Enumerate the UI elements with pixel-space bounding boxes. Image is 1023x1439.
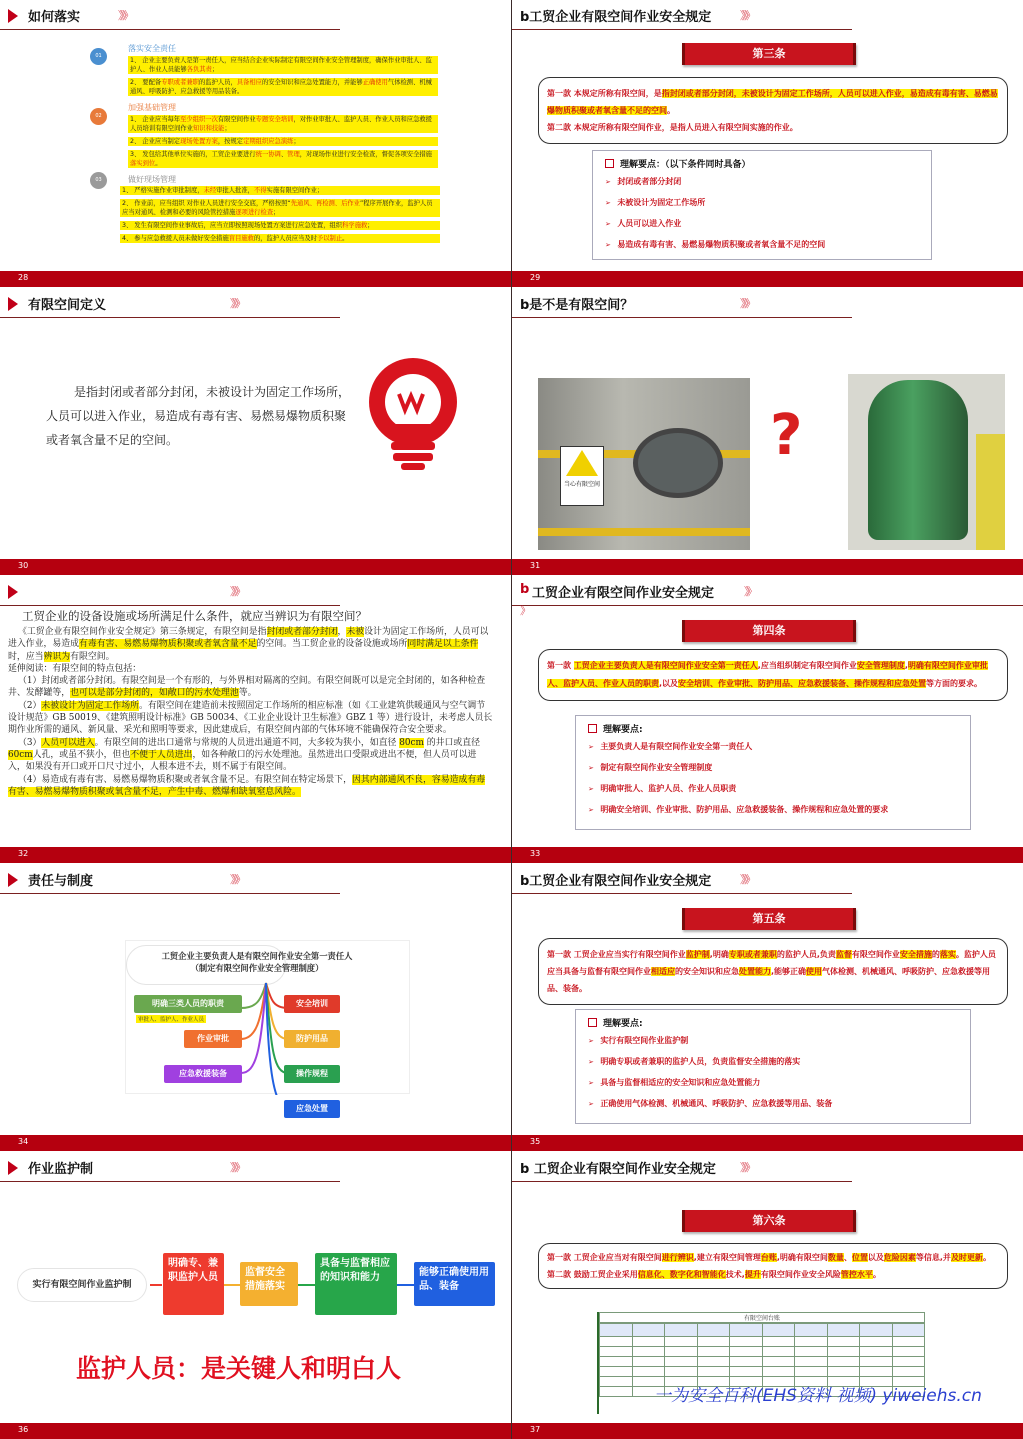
text-segment: ； bbox=[273, 209, 280, 216]
text-segment: 气体检测、机械通风、呼吸防护、应急救援等用品、装备。 bbox=[547, 967, 991, 993]
key-point: ➢ 明确专职或者兼职的监护人员，负责监督安全措施的落实 bbox=[588, 1056, 958, 1067]
text-segment: 现场处置方案 bbox=[180, 138, 218, 145]
section-title: 做好现场管理 bbox=[128, 175, 176, 184]
slide-title: b是不是有限空间？ bbox=[520, 298, 634, 313]
text-segment: ； bbox=[367, 222, 374, 229]
text-segment: 监督 bbox=[835, 950, 852, 959]
text-segment: （1）封闭或者部分封闭。有限空间是一个有形的，与外界相对隔离的空间。有限空间既可以是完全封闭的，如各种检查井、发酵罐等， bbox=[8, 676, 486, 699]
text-segment: 审批人批准， bbox=[216, 187, 254, 194]
text-segment: 信息化、数字化和智能化 bbox=[637, 1270, 726, 1279]
chevron-icon: 》》》 bbox=[230, 297, 243, 310]
slide-footer bbox=[0, 1135, 511, 1151]
text-segment: ， bbox=[337, 627, 347, 637]
definition-text: 是指封闭或者部分封闭，未被设计为固定工作场所，人员可以进入作业，易造成有毒有害、易燃易爆物质积聚或者氧含量不足的空间。 bbox=[46, 385, 351, 447]
slide-33[interactable] bbox=[512, 576, 1023, 863]
slide-30[interactable] bbox=[0, 288, 511, 575]
header-underline bbox=[512, 1181, 852, 1182]
text-segment: 、 bbox=[280, 151, 288, 158]
text-segment: ； bbox=[211, 66, 219, 73]
text-segment: 不便于人员进出 bbox=[130, 749, 193, 760]
text-segment: 先通风、再检测、后作业 bbox=[290, 200, 360, 207]
text-segment: 气体检测、机械通风、呼吸防护、应急救援等用品装备。 bbox=[130, 79, 432, 95]
article-text-box bbox=[538, 77, 1008, 144]
text-segment: 。有限空间在建造前未按照固定工作场所的相应标准（如《工业建筑供暖通风与空气调节设计规范》GB 50019、《建筑照明设计标准》GB 50034、《工业企业设计卫生标准》GBZ 1 等）进行设计，未考虑人员长期作业所需的通风、新风量、采光和照明等要求，因此建成后，有限空间内部的气体环境不能确保符合安全要求。 bbox=[8, 700, 493, 736]
text-segment: 数量 bbox=[827, 1253, 844, 1262]
text-segment: （2） bbox=[18, 700, 42, 711]
key-point: ➢ 明确安全培训、作业审批、防护用品、应急救援装备、操作规程和应急处置的要求 bbox=[588, 804, 958, 815]
page-number: 36 bbox=[18, 1425, 29, 1434]
text-segment: 未被 bbox=[346, 627, 365, 637]
title-prefix: b bbox=[520, 582, 530, 597]
text-segment: 落实到位 bbox=[130, 160, 156, 167]
slide-header bbox=[512, 0, 1023, 32]
item bbox=[120, 234, 440, 243]
key-point: ➢ 封闭或者部分封闭 bbox=[605, 176, 919, 187]
page-number: 34 bbox=[18, 1137, 29, 1146]
text-segment: 封闭或者部分封闭 bbox=[266, 627, 338, 637]
text-segment: 科学施救 bbox=[342, 222, 368, 229]
slide-header bbox=[0, 576, 511, 608]
text-segment: 60cm bbox=[8, 749, 33, 760]
article-text-box bbox=[538, 1243, 1008, 1289]
header-underline bbox=[0, 893, 340, 894]
page-number: 30 bbox=[18, 561, 29, 570]
text-segment: 有限空间作业 bbox=[851, 950, 900, 959]
mindmap-node: 明确三类人员的职责 bbox=[134, 995, 242, 1013]
text-segment: 。 bbox=[982, 1253, 991, 1262]
root-node-line2: （制定有限空间作业安全管理制度） bbox=[190, 963, 324, 973]
key-point: ➢ 主要负责人是有限空间作业安全第一责任人 bbox=[588, 741, 958, 752]
item bbox=[128, 56, 438, 74]
slide-36[interactable] bbox=[0, 1152, 511, 1439]
text-segment: 第一款 工贸企业应当实行有限空间作业 bbox=[547, 950, 686, 959]
text-segment: 有毒有害、易燃易爆物质积聚或者氧含量不足 bbox=[79, 639, 257, 650]
text-segment: ,明确有限空间 bbox=[776, 1253, 828, 1262]
chevron-icon: 》》》 bbox=[740, 873, 753, 886]
slide-footer bbox=[512, 271, 1023, 287]
chevron-icon: 》》》 bbox=[230, 1161, 243, 1174]
section-items bbox=[128, 115, 438, 172]
slide-header bbox=[512, 288, 1023, 320]
text-segment: 安全培训、作业审批、防护用品、应急救援装备、操作规程和应急处置 bbox=[678, 679, 927, 688]
text-segment: 未经 bbox=[203, 187, 217, 194]
question-heading: 工贸企业的设备设施或场所满足什么条件，就应当辨识为有限空间？ bbox=[22, 609, 367, 623]
text-segment: ,应当组织制定有限空间作业 bbox=[757, 661, 857, 670]
text-segment: 进行辨识 bbox=[661, 1253, 694, 1262]
item bbox=[128, 137, 438, 146]
text-segment: 有限空间作业安全管理制度 bbox=[293, 57, 369, 64]
text-segment: 定期组织应急演练 bbox=[243, 138, 294, 145]
text-segment: 未被设计为固定工作场所 bbox=[41, 700, 140, 711]
text-segment: 第一款 工贸企业应当对有限空间 bbox=[547, 1253, 662, 1262]
chevron-icon: 》》 bbox=[744, 585, 755, 598]
text-segment: 以及 bbox=[867, 1253, 884, 1262]
key-points-box bbox=[592, 150, 932, 260]
slide-footer bbox=[0, 559, 511, 575]
page-number: 31 bbox=[530, 561, 541, 570]
text-segment: 提升 bbox=[744, 1270, 761, 1279]
text-segment: 辨识为 bbox=[43, 651, 71, 662]
page-number: 29 bbox=[530, 273, 541, 282]
text-segment: 专职或者兼职 bbox=[161, 79, 199, 86]
text-segment: 予以制止 bbox=[316, 235, 343, 242]
text-segment: ，对作业审批人、监护人员、作业人员和应急救援人员培训有限空间作业 bbox=[130, 116, 432, 132]
text-segment: 有限空间作业安全风险 bbox=[760, 1270, 841, 1279]
text-segment: 时，应当 bbox=[8, 651, 44, 662]
text-segment: 工贸企业主要负责人是有限空间作业安全第一责任人 bbox=[573, 661, 758, 670]
text-segment: 第二款 鼓励工贸企业采用 bbox=[547, 1270, 638, 1279]
text-segment: 。 bbox=[872, 1270, 881, 1279]
text-segment: 的安全知识和应急 bbox=[675, 967, 739, 976]
text-segment: 第一款 bbox=[547, 661, 574, 670]
header-underline bbox=[512, 605, 1023, 606]
root-node-line1: 工贸企业主要负责人是有限空间作业安全第一责任人 bbox=[161, 951, 353, 961]
triangle-icon bbox=[8, 9, 18, 23]
section-number: 01 bbox=[90, 48, 107, 65]
text-segment: 同时满足以上条件 bbox=[407, 639, 479, 650]
item bbox=[128, 78, 438, 96]
text-segment: （4）易造成有毒有害、易燃易爆物质积聚或者氧含量不足。有限空间在特定场景下， bbox=[18, 774, 353, 785]
text-segment: 安全管理制度 bbox=[856, 661, 905, 670]
slide-footer bbox=[0, 271, 511, 287]
chevron-icon: 》》》 bbox=[118, 9, 131, 22]
article-banner: 第三条 bbox=[682, 43, 856, 65]
slide-header bbox=[512, 864, 1023, 896]
item bbox=[128, 150, 438, 168]
header-underline bbox=[512, 29, 852, 30]
mindmap-node: 应急处置 bbox=[284, 1100, 340, 1118]
key-point: ➢ 制定有限空间作业安全管理制度 bbox=[588, 762, 958, 773]
section-items bbox=[128, 56, 438, 100]
paragraph bbox=[8, 737, 493, 774]
clause-2: 第二款 本规定所称有限空间作业，是指人员进入有限空间实施的作业。 bbox=[547, 123, 798, 132]
slide-title: b工贸企业有限空间作业安全规定 bbox=[520, 10, 712, 25]
slide-header bbox=[0, 0, 511, 32]
flow-start-node: 实行有限空间作业监护制 bbox=[17, 1268, 147, 1302]
triangle-icon bbox=[8, 297, 18, 311]
slide-title: 如何落实 bbox=[28, 10, 81, 25]
text-segment: 。 bbox=[667, 106, 675, 115]
text-segment: 第一款 本规定所称有限空间，是 bbox=[547, 89, 662, 98]
body-text bbox=[8, 626, 493, 798]
paragraph bbox=[8, 626, 493, 663]
paragraph bbox=[8, 663, 493, 675]
slide-footer bbox=[512, 847, 1023, 863]
text-segment: 危险因素 bbox=[883, 1253, 916, 1262]
slogan: 监护人员：是关键人和明白人 bbox=[76, 1354, 402, 1383]
text-segment: 不得 bbox=[253, 187, 267, 194]
section-title: 加强基础管理 bbox=[128, 103, 176, 112]
paragraph bbox=[8, 774, 493, 799]
mindmap-node: 应急救援装备 bbox=[164, 1065, 242, 1083]
text-segment: 等信息,并 bbox=[915, 1253, 951, 1262]
text-segment: 1、 企业应当每年 bbox=[130, 116, 181, 123]
text-segment: 设计为固定工作场所，人员可以进入作业，易造成 bbox=[8, 627, 489, 650]
key-point: ➢ 明确审批人、监护人员、作业人员职责 bbox=[588, 783, 958, 794]
question-mark-icon: ? bbox=[770, 403, 803, 468]
text-segment: 。监护人员应当具备与监督有限空间作业 bbox=[547, 950, 996, 976]
watermark: 一为安全百科(EHS资料 视频) yiweiehs.cn bbox=[654, 1386, 982, 1406]
section-number: 03 bbox=[90, 172, 107, 189]
key-point: ➢ 正确使用气体检测、机械通风、呼吸防护、应急救援等用品、装备 bbox=[588, 1098, 958, 1109]
text-segment: 因其内部通风不良，容易造成有毒有害、易燃易爆物质积聚或氧含量不足，产生中毒、燃爆和缺氧窒息风险。 bbox=[8, 774, 486, 797]
slide-title: 责任与制度 bbox=[28, 874, 94, 889]
header-underline bbox=[0, 29, 340, 30]
text-segment: , bbox=[904, 661, 908, 670]
article-banner: 第五条 bbox=[682, 908, 856, 930]
mindmap-node: 安全培训 bbox=[284, 995, 340, 1013]
slide-29[interactable] bbox=[512, 0, 1023, 287]
slide-35[interactable] bbox=[512, 864, 1023, 1151]
text-segment: 的井口或直径 bbox=[423, 737, 480, 748]
article-text-box bbox=[538, 938, 1008, 1005]
page-number: 35 bbox=[530, 1137, 541, 1146]
flow-step: 明确专、兼职监护人员 bbox=[163, 1253, 224, 1315]
text-segment: 2、 要配备 bbox=[130, 79, 162, 86]
slide-footer bbox=[512, 1423, 1023, 1439]
text-segment: 3、 发生有限空间作业事故后，应当立即按照现场处置方案进行应急处置，组织 bbox=[122, 222, 343, 229]
text-segment: 管理 bbox=[287, 151, 300, 158]
mindmap-node: 作业审批 bbox=[184, 1030, 242, 1048]
item bbox=[120, 221, 440, 230]
section-number: 02 bbox=[90, 108, 107, 125]
text-segment: 明确有限空间作业审批人、监护人员、作业人员的职责 bbox=[547, 661, 988, 688]
text-segment: ,明确 bbox=[709, 950, 729, 959]
text-segment: 有限空间。 bbox=[70, 651, 115, 662]
text-segment: 处置能力 bbox=[739, 967, 771, 976]
key-points-box bbox=[575, 715, 971, 830]
text-segment: ，如各种敞口的污水处理池。虽然进出口受限或进出不便，但人员可以进入，如果没有开口或开口尺寸过小，人根本进不去，则不属于有限空间。 bbox=[8, 749, 477, 773]
slide-title: 有限空间定义 bbox=[28, 298, 107, 313]
text-segment: ,以及 bbox=[659, 679, 679, 688]
text-segment: 2、 企业应当制定 bbox=[130, 138, 181, 145]
text-segment: 具备相应 bbox=[236, 79, 262, 86]
header-underline bbox=[512, 317, 852, 318]
text-segment: 实施有限空间作业； bbox=[266, 187, 324, 194]
item bbox=[120, 186, 440, 195]
key-point: ➢ 人员可以进入作业 bbox=[605, 218, 919, 229]
header-underline bbox=[512, 893, 852, 894]
text-segment: 80cm bbox=[399, 737, 424, 748]
triangle-icon bbox=[8, 585, 18, 599]
flow-step: 能够正确使用用品、装备 bbox=[414, 1262, 495, 1306]
text-segment: 的，监护人员应当及时 bbox=[253, 235, 317, 242]
text-segment: ； bbox=[293, 138, 300, 145]
header-underline bbox=[0, 1181, 340, 1182]
text-segment: ”程序开展作业，监护人员应当对通风、检测和必要的风险管控措施 bbox=[122, 200, 433, 216]
tank-photo bbox=[848, 374, 1005, 550]
text-segment: 3、 发包给其他单位实施的，工贸企业要进行 bbox=[130, 151, 256, 158]
text-segment: ,能够正确 bbox=[771, 967, 807, 976]
text-segment: 等方面的要求。 bbox=[926, 679, 983, 688]
chevron-icon: 》》》 bbox=[230, 873, 243, 886]
paragraph bbox=[8, 700, 493, 737]
page-number: 32 bbox=[18, 849, 29, 858]
paragraph bbox=[8, 675, 493, 700]
item bbox=[120, 199, 440, 217]
key-point: ➢ 具备与监督相适应的安全知识和应急处置能力 bbox=[588, 1077, 958, 1088]
text-segment: 盲目施救 bbox=[228, 235, 254, 242]
text-segment: 逐项进行检查 bbox=[235, 209, 274, 216]
slide-header bbox=[512, 1152, 1023, 1184]
clause-2 bbox=[547, 1266, 999, 1283]
slide-header bbox=[0, 864, 511, 896]
mindmap-node: 操作规程 bbox=[284, 1065, 340, 1083]
text-segment: ； bbox=[224, 125, 231, 132]
mindmap-note: 审批人、监护人、作业人员 bbox=[138, 1017, 205, 1023]
slide-28[interactable] bbox=[0, 0, 511, 287]
item bbox=[128, 115, 438, 133]
text-segment: 等。 bbox=[238, 688, 257, 699]
slide-footer bbox=[0, 1423, 511, 1439]
text-segment: 1、 严格实施作业审批制度， bbox=[122, 187, 204, 194]
text-segment: 人员可以进入 bbox=[41, 737, 95, 748]
text-segment: 人孔，或虽不狭小，但也 bbox=[32, 749, 131, 760]
section-title: 落实安全责任 bbox=[128, 44, 176, 53]
mindmap-node: 防护用品 bbox=[284, 1030, 340, 1048]
slide-title: b工贸企业有限空间作业安全规定 bbox=[520, 874, 712, 889]
slide-header: b 工贸企业有限空间作业安全规定 》》 》 bbox=[512, 576, 1023, 608]
slide-34[interactable] bbox=[0, 864, 511, 1151]
text-segment: 有限空间作业 bbox=[217, 116, 256, 123]
text-segment: 。有限空间的进出口通常与常规的人员进出通道不同，大多较为狭小，如直径 bbox=[94, 737, 400, 748]
text-segment: 《工贸企业有限空间作业安全规定》第三条规定，有限空间是指 bbox=[18, 627, 267, 637]
text-segment: 统一协调 bbox=[255, 151, 281, 158]
text-segment: 各负其责 bbox=[186, 66, 212, 73]
warning-icon bbox=[566, 450, 598, 476]
text-segment: （3） bbox=[18, 737, 42, 748]
slide-title: 工贸企业有限空间作业安全规定 bbox=[532, 586, 715, 601]
slide-31[interactable] bbox=[512, 288, 1023, 575]
slide-footer bbox=[0, 847, 511, 863]
clause-1 bbox=[547, 85, 999, 119]
article-banner: 第六条 bbox=[682, 1210, 856, 1232]
text-segment: 的监护人员， bbox=[198, 79, 237, 86]
header-underline bbox=[0, 317, 340, 318]
article-text-box bbox=[538, 649, 1008, 701]
text-segment: 安全措施 bbox=[899, 950, 932, 959]
key-point: ➢ 实行有限空间作业监护制 bbox=[588, 1035, 958, 1046]
text-segment: 相适应 bbox=[651, 967, 675, 976]
slide-header bbox=[0, 1152, 511, 1184]
chevron-icon: 》》》 bbox=[740, 1161, 753, 1174]
flow-step: 监督安全措施落实 bbox=[240, 1262, 298, 1306]
triangle-icon bbox=[8, 1161, 18, 1175]
page-number: 37 bbox=[530, 1425, 541, 1434]
page-number: 33 bbox=[530, 849, 541, 858]
text-segment: 管控水平 bbox=[840, 1270, 873, 1279]
text-segment: 延伸阅读：有限空间的特点包括： bbox=[8, 663, 142, 674]
chevron-icon: 》》》 bbox=[230, 585, 243, 598]
lightbulb-icon bbox=[365, 354, 465, 474]
slide-footer bbox=[512, 1135, 1023, 1151]
table-title: 有限空间台账 bbox=[599, 1312, 925, 1323]
text-segment: 专职或者兼职 bbox=[728, 950, 777, 959]
header-underline bbox=[0, 605, 340, 606]
chevron-icon: 》》》 bbox=[740, 9, 753, 22]
text-segment: 及时更新 bbox=[950, 1253, 983, 1262]
key-points-title: 理解要点: bbox=[588, 1016, 958, 1029]
text-segment: 也可以是部分封闭的，如敞口的污水处理池 bbox=[70, 688, 239, 699]
text-segment: 技术, bbox=[725, 1270, 745, 1279]
slide-title: b 工贸企业有限空间作业安全规定 bbox=[520, 1162, 716, 1177]
text-segment: 的安全知识和应急处置能力，并能够 bbox=[261, 79, 363, 86]
article-banner: 第四条 bbox=[682, 620, 856, 642]
key-point: ➢ 未被设计为固定工作场所 bbox=[605, 197, 919, 208]
text-segment: ，对现场作业进行安全检查，督促各项安全措施 bbox=[299, 151, 432, 158]
warning-sign-text: 当心有限空间 bbox=[563, 481, 600, 488]
text-segment: 位置 bbox=[851, 1253, 868, 1262]
manhole-photo bbox=[538, 378, 750, 550]
text-segment: ,建立有限空间管理 bbox=[693, 1253, 761, 1262]
text-segment: 使用 bbox=[806, 967, 823, 976]
text-segment: 至少组织一次 bbox=[180, 116, 218, 123]
key-point: ➢ 易造成有毒有害、易燃易爆物质积聚或者氧含量不足的空间 bbox=[605, 239, 919, 250]
text-segment: 、 bbox=[843, 1253, 852, 1262]
slide-37[interactable] bbox=[512, 1152, 1023, 1439]
text-segment: 监护制 bbox=[685, 950, 710, 959]
flow-step: 具备与监督相应的知识和能力 bbox=[315, 1253, 397, 1315]
text-segment: 4、 参与应急救援人员未做好安全措施 bbox=[122, 235, 229, 242]
text-segment: 的 bbox=[931, 950, 940, 959]
chevron-icon: 》》》 bbox=[740, 297, 753, 310]
section-items bbox=[120, 186, 440, 247]
clause-1 bbox=[547, 1249, 999, 1266]
text-segment: 专题安全培训 bbox=[255, 116, 294, 123]
slide-header bbox=[0, 288, 511, 320]
slide-footer bbox=[512, 559, 1023, 575]
text-segment: 。 bbox=[155, 160, 162, 167]
key-points-box bbox=[575, 1009, 971, 1124]
text-segment: 的监护人员,负责 bbox=[776, 950, 836, 959]
text-segment: 指封闭或者部分封闭，未被设计为固定工作场所，人员可以进入作业，易造成有毒有害、易燃易爆物质积聚或者氧含量不足的空间 bbox=[547, 89, 998, 115]
text-segment: 落实 bbox=[939, 950, 956, 959]
triangle-icon bbox=[8, 873, 18, 887]
key-points-title: 理解要点: bbox=[588, 722, 958, 735]
slide-32[interactable] bbox=[0, 576, 511, 863]
text-segment: 正确使用 bbox=[362, 79, 388, 86]
text-segment: ，按规定 bbox=[217, 138, 244, 145]
text-segment: 的空间。当工贸企业的设备设施或场所 bbox=[256, 639, 408, 650]
text-segment: 。 bbox=[342, 235, 349, 242]
text-segment: 1、 企业主要负责人是第一责任人，应当结合企业实际制定 bbox=[130, 57, 294, 64]
page-number: 28 bbox=[18, 273, 29, 282]
text-segment: 知识和技能 bbox=[192, 125, 225, 132]
text-segment: 台账 bbox=[760, 1253, 777, 1262]
text-segment: ，确保作业审批人、监护人、作业人员能够 bbox=[130, 57, 432, 73]
slide-title: 作业监护制 bbox=[28, 1162, 94, 1177]
key-points-title: 理解要点：（以下条件同时具备） bbox=[605, 157, 919, 170]
text-segment: 2、 作业前，应当组织 对作业人员进行安全交底，严格按照“ bbox=[122, 200, 291, 207]
